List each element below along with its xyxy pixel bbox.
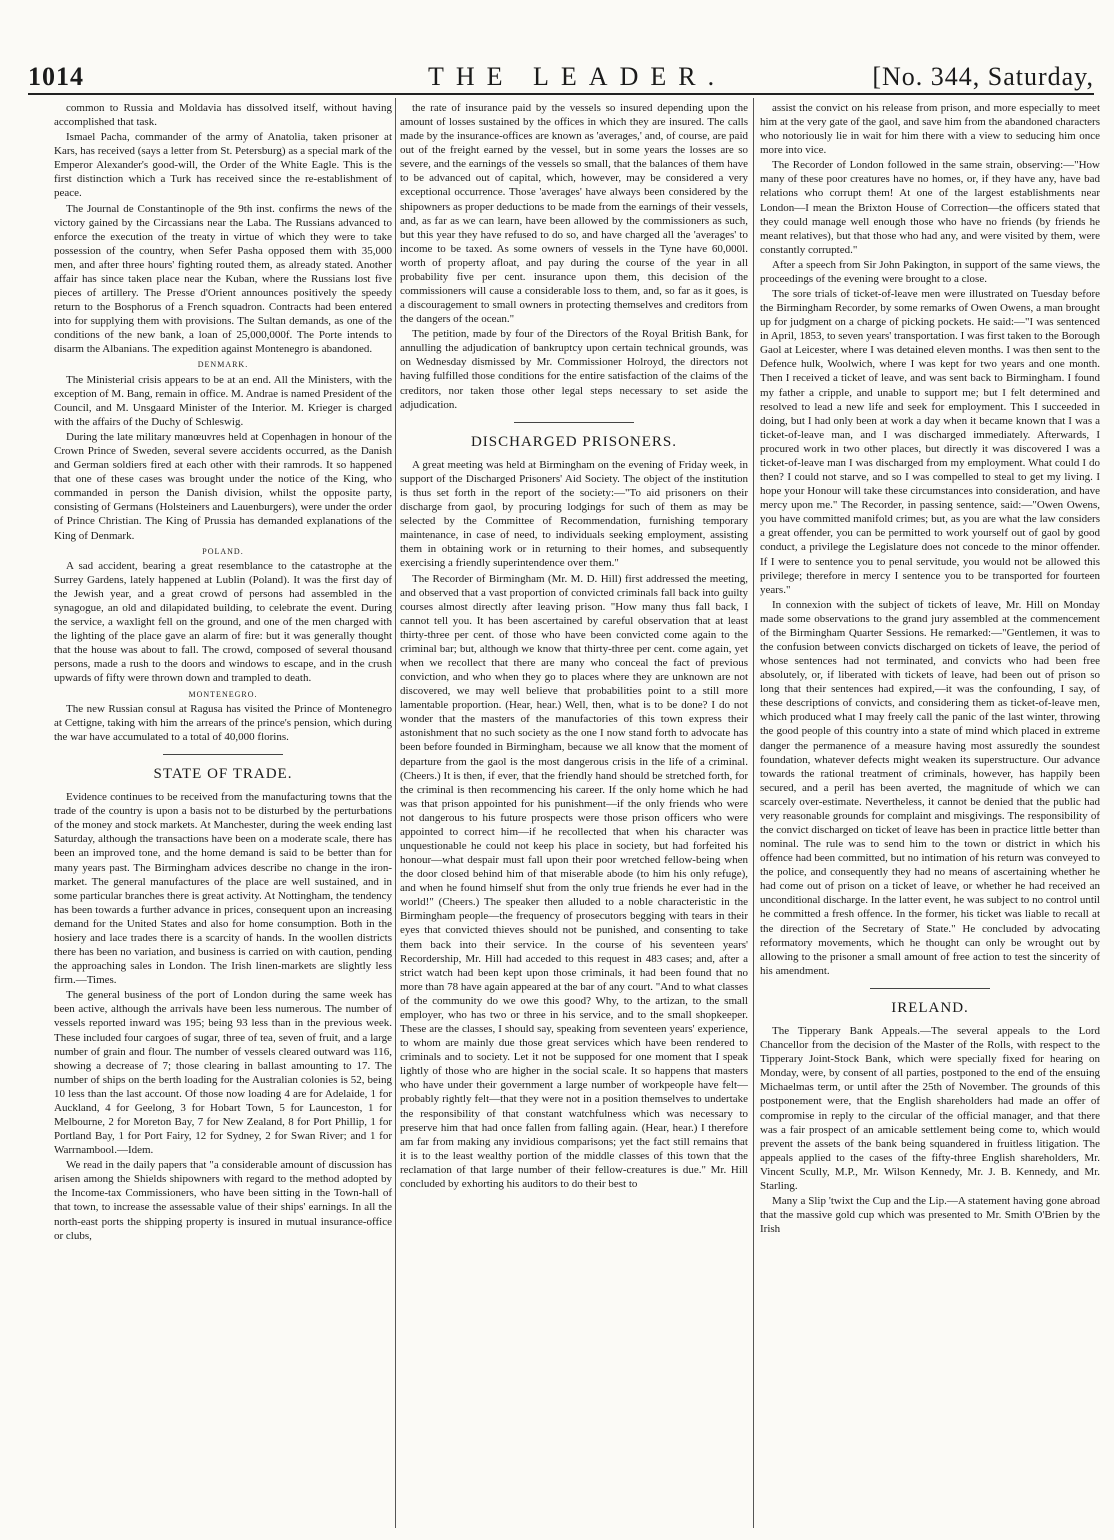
issue-info: [No. 344, Saturday, (872, 62, 1094, 91)
paragraph: The Recorder of Birmingham (Mr. M. D. Hill) first addressed the meeting, and observed that a vast proportion of convicted criminals fall back into guilty courses almost directly after leaving prison. "How many thus fall back, I cannot tell you. It has been ascertained by careful observation that at least thirty-three per cent. of those who have been convicted come again to the criminal bar; but, although we know that thirty-three per cent. come again, yet when we recollect that there are many who conceal the fact of previous conviction, and who when they go to places where they are unknown are not discovered, we may well believe that probabilities point to a still more lamentable proportion. (Hear, hear.) Well, then, what is to be done? I do not wonder that the masters of the manufactories of this town express their astonishment that no such society as the one I now stand forth to advocate has been before founded in Birmingham, because we all know that the moment of departure from the gaol is the most dangerous crisis in the life of a criminal. (Cheers.) It is then, if ever, that the friendly hand should be stretched forth, for the criminal is then recommencing his career. If the only home which he had was that prison appointed for his punishment—if the only friends who were not dangerous to his future prospects were those prison officers who were appointed to correct him—if he recollected that when his character was unquestionable he could not keep his place in society, but had forfeited his honour—what despair must fall upon their poor wretched fellow-being when the door closed behind him of that miserable abode (to him his only refuge), and when he found himself shut from the only true friends he ever had in the world!" (Cheers.) The speaker then alluded to a noble characteristic in the Birmingham people—the frequency of prosecutors begging with tears in their eyes that convicted thieves should not be punished, and consenting to take them back into their service. In the course of his seventeen years' Recordership, Mr. Hill had acceded to this request in 483 cases; and, after a strict watch had been kept upon those criminals, it had been found that no more than 78 have again appeared at the bar of any court. "And to what classes of the community do we owe this good? Why, to the artizan, to the small employer, who has two or three in his service, and to the small shopkeeper. These are the classes, I should say, speaking from seventeen years' experience, to whom are mainly due those great services which have been rendered to criminals and to society. Let it not be supposed for one moment that I speak lightly of those who are higher in the social scale. It so happens that masters who have under their government a large number of workpeople have felt—probably rightly felt—that they were not in a position themselves to undertake the responsibility of that constant watchfulness which was necessary to preserve him that had once fallen from falling again. (Hear, hear.) I therefore am far from making any invidious comparisons; yet the fact still remains that it is to the least wealthy portion of the middle classes of this town that the reclamation of that large number of their fellow-creatures is due." Mr. Hill concluded by exhorting his auditors to do their best to (400, 572, 748, 1190)
paragraph: Evidence continues to be received from the manufacturing towns that the trade of the country is upon a basis not to be disturbed by the perturbations of the money and stock markets. At Manchester, during the week ending last Saturday, although the transactions have been on a moderate scale, there has been an improved tone, and the home demand is said to be better than for many years past. The Birmingham advices describe no change in the iron-market. The general manufactures of the place are well sustained, and in some particular branches there is great activity. At Nottingham, the tendency has been towards a further advance in prices, consequent upon an increasing demand for the United States and also for home consumption. Both in the hosiery and lace trades there is a scarcity of hands. In the woollen districts there has been no variation, and business is carried on with caution, pending the approaching sales in London. The Irish linen-markets are slightly less firm.—Times. (54, 791, 392, 987)
column-divider (753, 98, 754, 1528)
column-1 (54, 101, 392, 1526)
paragraph: We read in the daily papers that "a considerable amount of discussion has arisen among the Shields shipowners with regard to the method adopted by the Income-tax Commissioners, who have been sitting in the Town-hall of that town, to increase the assessable value of their ships' earnings. In all the north-east ports the shipping property is insured in mutual insurance-office or clubs, (54, 1159, 392, 1242)
subheading-montenegro: MONTENEGRO. (188, 689, 258, 699)
newspaper-title: THE LEADER. (428, 62, 727, 91)
section-heading-trade: STATE OF TRADE. (153, 765, 293, 782)
paragraph: After a speech from Sir John Pakington, in support of the same views, the proceedings of the evening were brought to a close. (760, 258, 1100, 285)
paragraph: the rate of insurance paid by the vessels so insured depending upon the amount of losses sustained by the offices in which they are insured. The calls made by the insurance-offices are known as 'averages,' and, of course, are paid out of the freight earned by the vessel, but in some years the losses are so severe, and the earnings of the vessels so small, that the balances of them have to be advanced out of capital, which, however, may be considered a very exceptional occurrence. Those 'averages' have always been considered by the shipowners as proper deductions to be made from the earnings of their vessels, and, as far as we can learn, have been allowed by the commissioners as such, but this year they have refused to do so, and have charged all the 'averages' to income to be taxed. As some owners of vessels in the Tyne have 60,000l. worth of property afloat, and pay during the course of the year in all probability five per cent. insurance upon them, this decision of the commissioners will cause a considerable loss to them, and, so far as it goes, is a discouragement to small owners in protecting themselves and creditors from the dangers of the ocean." (400, 102, 748, 326)
paragraph: A sad accident, bearing a great resemblance to the catastrophe at the Surrey Gardens, lately happened at Lublin (Poland). It was the first day of the Jewish year, and a great crowd of persons had assembled in the synagogue, an old and dilapidated building, to celebrate the event. During the service, a waxlight fell on the ground, and one of the men charged with the lighting of the place gave an alarm of fire: but it was generally thought that the house was about to fall. The crowd, composed of several thousand persons, made a rush to the doors and windows to escape, and in the crush upwards of fifty were thrown down and trampled to death. (54, 559, 392, 685)
section-heading-prisoners: DISCHARGED PRISONERS. (470, 433, 678, 450)
paragraph: The Journal de Constantinople of the 9th inst. confirms the news of the victory gained by the Circassians near the Laba. The Russians advanced to enforce the execution of the treaty in virtue of which they were to take possession of the country, when Sefer Pasha opposed them with 35,000 men, and after three hours' fighting routed them, as already stated. Another affair has since taken place near the Kuban, where the Russians lost five pieces of artillery. The Presse d'Orient announces positively the speedy return to the Bosphorus of a French squadron. Contracts had been entered into for supplying them with provisions. The Sultan demands, as one of the conditions of the new bank, a loan of 25,000,000f. The Porte intends to disarm the Albanians. The expedition against Montenegro is abandoned. (54, 202, 392, 356)
paragraph: assist the convict on his release from prison, and more especially to meet him at the very gate of the gaol, and save him from the abandoned characters who notoriously lie in wait for him there with a view to seducing him once more into vice. (760, 102, 1100, 157)
paragraph: The petition, made by four of the Directors of the Royal British Bank, for annulling the adjudication of bankruptcy upon certain technical grounds, was on Wednesday dismissed by Mr. Commissioner Holroyd, the directors not having fulfilled those conditions for the entire satisfaction of the claims of the creditors, nor taken those other legal steps necessary to set aside the adjudication. (400, 328, 748, 411)
paragraph: The general business of the port of London during the same week has been active, although the arrivals have been less numerous. The number of vessels reported inward was 195; being 93 less than in the previous week. These included four cargoes of sugar, three of tea, seven of fruit, and a large number of grain and flour. The number of vessels cleared outward was 116, showing a decrease of 7; those clearing in ballast amounting to 17. The number of ships on the berth loading for the Australian colonies is 52, being 10 less than the last account. Of those now loading 4 are for Adelaide, 1 for Auckland, 4 for Geelong, 3 for Hobart Town, 5 for Launceston, 1 for Melbourne, 2 for Moreton Bay, 7 for New Zealand, 8 for Port Phillip, 1 for Portland Bay, 1 for Port Fairy, 12 for Sydney, 2 for Swan River; and 1 for Warrnambool.—Idem. (54, 989, 392, 1157)
paragraph: The Tipperary Bank Appeals.—The several appeals to the Lord Chancellor from the decision of the Master of the Rolls, with respect to the Tipperary Joint-Stock Bank, which were specially fixed for hearing on Monday, were, by consent of all parties, postponed to the end of the ensuing Michaelmas term, or until after the 25th of November. The grounds of this postponement were, that the English shareholders had made an offer of compromise in reply to the circular of the official manager, and that there was a fair prospect of an amicable settlement being come to, which would prevent the assets of the bank being squandered in fruitless litigation. The appeals applied to the cases of the fifty-three English shareholders, Mr. Vincent Scully, M.P., Mr. Wilson Kennedy, Mr. J. B. Kennedy, and Mr. Starling. (760, 1025, 1100, 1192)
column-divider (395, 98, 396, 1528)
column-2 (400, 101, 748, 1526)
paragraph: In connexion with the subject of tickets of leave, Mr. Hill on Monday made some observations to the grand jury assembled at the commencement of the Birmingham Quarter Sessions. He remarked:—"Gentlemen, it was to the confusion between convicts discharged on tickets of leave, the period of whose sentences had not terminated, and convicts who had been free absolutely, or, if liberated with tickets of leave, had been out of prison so long that their sentences had expired,—it was the confounding, I say, of these descriptions of convicts, and considering them as ticket-of-leave men, which produced what I may freely call the panic of the last winter, throwing the good people of this country into a state of mind which placed in extreme danger the permanence of a measure having most assuredly the soundest foundation, whatever defects might weaken its superstructure. Our advance towards the rational treatment of criminals, however, has happily been secured, and a peril has been averted, the magnitude of which we can scarcely over-estimate. Nevertheless, it cannot be denied that the public had very reasonable grounds for complaint and misgivings. The responsibility of the convict discharged on ticket of leave has been in practice little better than nominal. The rule was to send him to the town or district in which his offence had been committed, but no intimation of his return was conveyed to the police, and consequently they had no means of ascertaining whether he had come out of prison on a ticket of leave, or whether he had received an unconditional discharge. In the latter event, he was subject to no control until he committed a fresh offence. In the former, his ticket was liable to recall at the direction of the Secretary of State." He concluded by advocating reformatory movements, which he thought can only be wrought out by allowing to the prisoner a small amount of free action to test the sincerity of his amendment. (760, 598, 1100, 977)
paragraph: Many a Slip 'twixt the Cup and the Lip.—A statement having gone abroad that the massive gold cup which was presented to Mr. Smith O'Brien by the Irish (760, 1194, 1100, 1236)
subheading-denmark: DENMARK. (197, 360, 249, 370)
subheading-poland: POLAND. (202, 546, 244, 556)
masthead (28, 60, 1094, 96)
section-rule (163, 754, 283, 755)
section-rule (514, 422, 634, 423)
paragraph: The new Russian consul at Ragusa has visited the Prince of Montenegro at Cettigne, taking with him the arrears of the prince's pension, which during the war have accumulated to a total of 40,000 florins. (54, 702, 392, 743)
masthead-rule (28, 93, 1094, 95)
page-number: 1014 (28, 62, 84, 91)
paragraph: common to Russia and Moldavia has dissolved itself, without having accomplished that task. (54, 102, 392, 129)
section-heading-ireland: IRELAND. (891, 999, 969, 1016)
paragraph: A great meeting was held at Birmingham on the evening of Friday week, in support of the Discharged Prisoners' Aid Society. The object of the institution is thus set forth in the report of the society:—"To aid prisoners on their discharge from gaol, by procuring lodgings for such of them as may be selected by the Committee of Recommendation, furnishing temporary maintenance, in case of need, to individuals seeking employment, assisting them in obtaining work or in returning to their homes, and subsequently exercising a friendly superintendence over them." (400, 458, 748, 570)
column-3 (760, 101, 1100, 1526)
section-rule (870, 988, 990, 989)
paragraph: The Recorder of London followed in the same strain, observing:—"How many of these poor creatures have no homes, or, if they have any, have bad relations who corrupt them! At one of the largest establishments near London—I mean the Brixton House of Correction—the officers stated that they could manage well enough those who have no friends (by friends he meant relatives), but that those who had any, and were visited by them, were constantly corrupted." (760, 159, 1100, 256)
paragraph: The sore trials of ticket-of-leave men were illustrated on Tuesday before the Birmingham Recorder, by some remarks of Owen Owens, a man brought up for judgment on a charge of picking pockets. He said:—"I was sentenced in April, 1853, to seven years' transportation. I was first taken to the Borough Gaol at Leicester, where I was detained eleven months. I was then sent to the Defence hulk, Woolwich, where I was kept for two years and one month. Then I received a ticket of leave, and was sent back to Birmingham. I found my father a cripple, and unable to support me; but I felt determined and resolved to lead a new life and seek for employment. This I succeeded in doing, but I had only been at work a day when it became known that I was a ticket-of-leave man, and I was discharged immediately. Afterwards, I procured work in two other places, but directly it was discovered I was a ticket-of-leave man I was discharged from my employment. What could I do then? I could not starve, and so I was compelled to steal to get my living. I hope your Honour will take these circumstances into consideration, and have mercy upon me." The Recorder, in passing sentence, said:—"Owen Owens, you have committed manifold crimes; but, as you are what the law considers a great offender, you can be permitted to work yourself out of gaol by good conduct, a privilege the Legislature does not concede to the minor offender. If I were to sentence you to penal servitude, you would not be allowed this privilege; therefore in mercy I sentence you to be transported for fourteen years." (760, 288, 1100, 596)
paragraph: During the late military manœuvres held at Copenhagen in honour of the Crown Prince of Sweden, several severe accidents occurred, as the Danish and German soldiers fired at each other with their ramrods. It so happened that one of these cases was brought under the notice of the King, who commanded in person the Danish division, whilst the opposite party, consisting of Germans (Holsteiners and Lauenburgers), were under the order of Prince Christian. The King of Prussia has demanded explanations of the King of Denmark. (54, 430, 392, 542)
paragraph: The Ministerial crisis appears to be at an end. All the Ministers, with the exception of M. Bang, remain in office. M. Andrae is named President of the Council, and M. Unsgaard Minister of the Interior. M. Krieger is charged with the affairs of the Duchy of Schleswig. (54, 373, 392, 428)
paragraph: Ismael Pacha, commander of the army of Anatolia, taken prisoner at Kars, has received (says a letter from St. Petersburg) as a special mark of the Emperor Alexander's good-will, the Order of the White Eagle. This is the first distinction which a Turk has received since the re-establishment of peace. (54, 131, 392, 200)
